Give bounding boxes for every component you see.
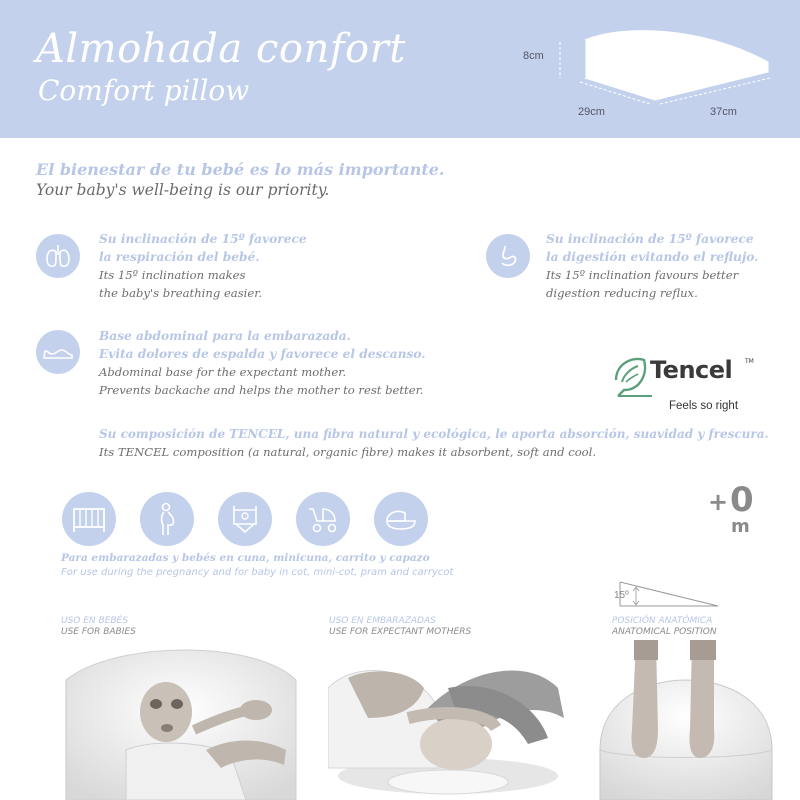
feature-digestion-en-1: Its 15º inclination favours better: [546, 268, 739, 282]
feature-digestion-en-2: digestion reducing reflux.: [546, 286, 698, 300]
title-english: Comfort pillow: [38, 74, 250, 107]
usage-spanish: Para embarazadas y bebés en cuna, minicuna, carrito y capazo: [61, 552, 430, 564]
tencel-composition: [99, 425, 769, 461]
usage-english: For use during the pregnancy and for baby in cot, mini-cot, pram and carrycot: [61, 567, 454, 578]
stomach-icon: [486, 234, 530, 278]
feature-digestion-es-2: la digestión evitando el reflujo.: [546, 250, 759, 264]
dimension-width: 29cm: [578, 106, 605, 118]
feature-breathing-es-2: la respiración del bebé.: [99, 250, 260, 264]
age-value: 0: [730, 480, 754, 520]
caption-anatomical-en: ANATOMICAL POSITION: [612, 627, 717, 637]
pram-icon: [296, 492, 350, 546]
cot-icon: [62, 492, 116, 546]
feature-abdominal-es-1: Base abdominal para la embarazada.: [99, 329, 351, 343]
feature-breathing: [99, 230, 307, 302]
tencel-logo: [612, 352, 762, 418]
lungs-icon: [36, 234, 80, 278]
caption-anatomical-es: POSICIÓN ANATÓMICA: [612, 616, 713, 626]
age-plus: +: [708, 488, 729, 516]
tencel-trademark: TM: [745, 358, 754, 365]
feature-breathing-en-2: the baby's breathing easier.: [99, 286, 263, 300]
title-spanish: Almohada confort: [36, 26, 406, 72]
age-unit: m: [731, 516, 750, 537]
carrycot-icon: [374, 492, 428, 546]
tencel-tagline: Feels so right: [669, 400, 739, 412]
caption-babies-es: USO EN BEBÉS: [61, 616, 128, 626]
angle-label: 15º: [614, 590, 629, 601]
feature-abdominal: [99, 327, 426, 399]
usage-icon-row: [62, 492, 462, 548]
feature-digestion: [546, 230, 758, 302]
pillow-dimension-diagram: [0, 0, 800, 138]
caption-mothers-es: USO EN EMBARAZADAS: [329, 616, 436, 626]
tencel-composition-en: Its TENCEL composition (a natural, organic fibre) makes it absorbent, soft and cool.: [99, 445, 597, 459]
age-badge: [708, 480, 768, 546]
tencel-wordmark: Tencel: [650, 356, 733, 384]
feature-abdominal-en-1: Abdominal base for the expectant mother.: [99, 365, 347, 379]
tencel-composition-es: Su composición de TENCEL, una fibra natural y ecológica, le aporta absorción, suavidad y frescura.: [99, 427, 769, 441]
feature-breathing-en-1: Its 15º inclination makes: [99, 268, 246, 282]
dimension-length: 37cm: [710, 106, 737, 118]
pregnant-icon: [140, 492, 194, 546]
feature-abdominal-es-2: Evita dolores de espalda y favorece el descanso.: [99, 347, 426, 361]
intro-spanish: El bienestar de tu bebé es lo más importante.: [36, 160, 445, 179]
mini-cot-icon: [218, 492, 272, 546]
photo-baby: [56, 640, 306, 800]
feature-digestion-es-1: Su inclinación de 15º favorece: [546, 232, 754, 246]
caption-mothers-en: USE FOR EXPECTANT MOTHERS: [329, 627, 472, 637]
caption-babies-en: USE FOR BABIES: [61, 627, 136, 637]
intro-english: Your baby's well-being is our priority.: [36, 181, 330, 199]
feature-abdominal-en-2: Prevents backache and helps the mother to rest better.: [99, 383, 424, 397]
photo-anatomical: [596, 640, 776, 800]
photo-mother: [328, 648, 568, 800]
header-band: [0, 0, 800, 138]
feature-breathing-es-1: Su inclinación de 15º favorece: [99, 232, 307, 246]
leaf-icon: [612, 352, 652, 400]
pillow-icon: [36, 330, 80, 374]
dimension-height: 8cm: [523, 50, 544, 62]
